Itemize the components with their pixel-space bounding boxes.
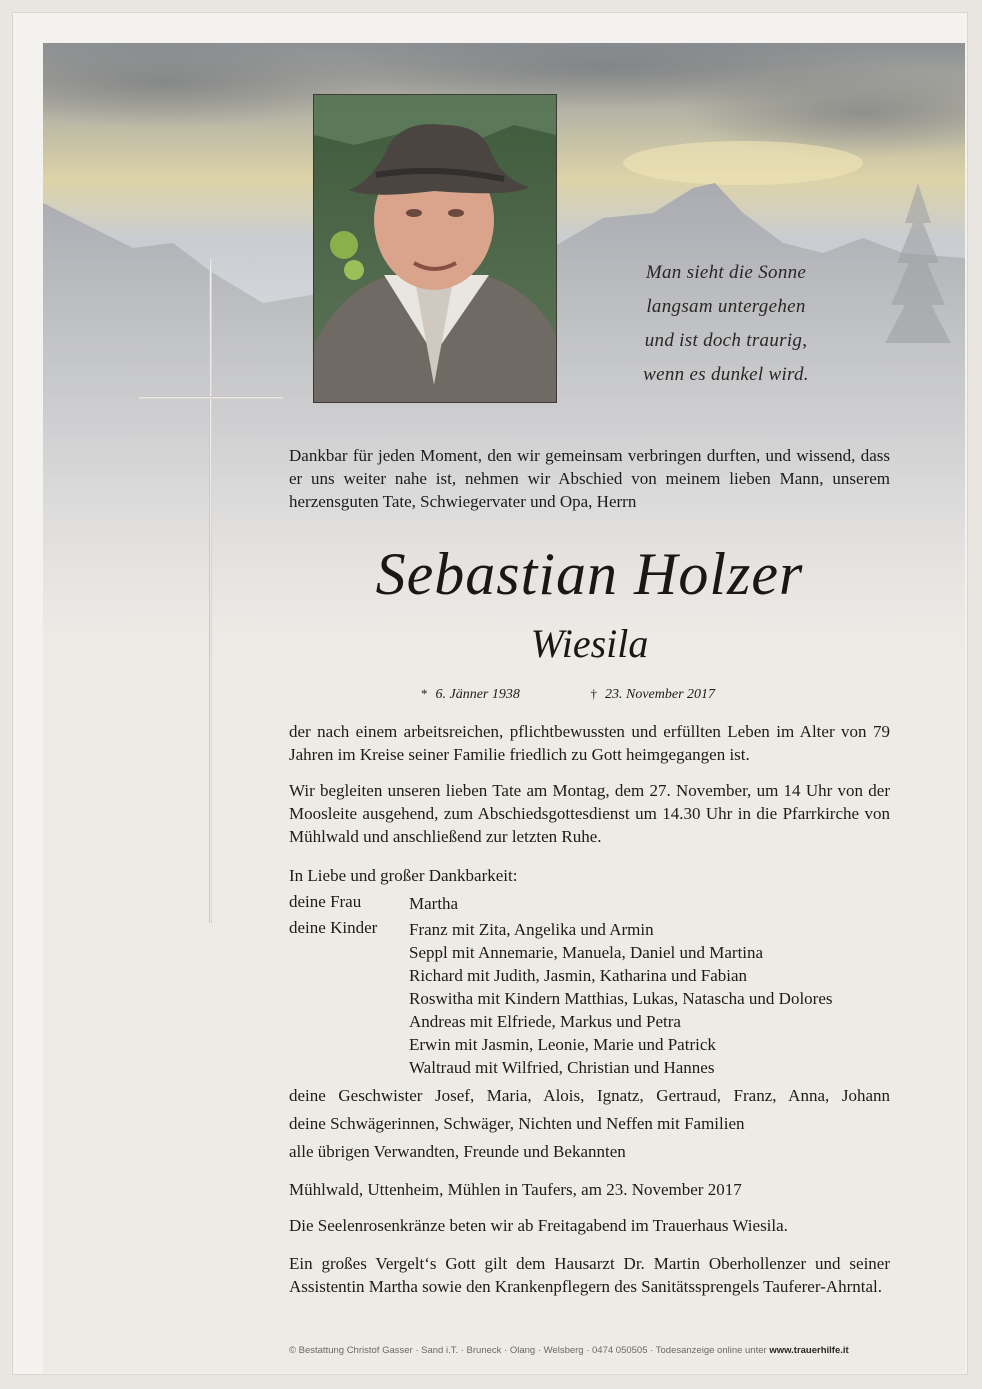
footer [289,1345,901,1356]
quote-line-1: Man sieht die Sonne [645,262,807,283]
life-text: der nach einem arbeitsreichen, pflichtbewussten und erfüllten Leben im Alter von 79 Jahren im Kreise seiner Familie friedlich zu Gott heimgegangen ist. [289,722,890,764]
deceased-nickname: Wiesila [530,621,649,666]
list-item: Roswitha mit Kindern Matthias, Lukas, Natascha und Dolores [409,989,833,1008]
quote-line-2: langsam untergehen [646,296,806,317]
children-list [409,918,833,1079]
list-item: Andreas mit Elfriede, Markus und Petra [409,1012,681,1031]
children-label: deine Kinder [289,918,378,937]
intro-text: Dankbar für jeden Moment, den wir gemeinsam verbringen durften, und wissend, dass er uns weiter nahe ist, nehmen wir Abschied von meinem lieben Mann, unserem herzensguten Tate, Schwiegervater und Opa, Herrn [289,446,890,511]
list-item: Richard mit Judith, Jasmin, Katharina und Fabian [409,966,748,985]
others-line: alle übrigen Verwandten, Freunde und Bekannten [289,1142,626,1161]
siblings-line: deine Geschwister Josef, Maria, Alois, Ignatz, Gertraud, Franz, Anna, Johann [289,1086,890,1105]
cross-vertical-bar [209,259,212,923]
obituary-page [12,12,968,1375]
funeral-text: Wir begleiten unseren lieben Tate am Montag, dem 27. November, um 14 Uhr von der Moosleite ausgehend, zum Abschiedsgottesdienst um 14.30 Uhr in die Pfarrkirche von Mühlwald und anschließend zur letzten Ruhe. [289,781,890,846]
footer-link[interactable]: www.trauerhilfe.it [769,1345,849,1356]
rosary-text: Die Seelenrosenkränze beten wir ab Freitagabend im Trauerhaus Wiesila. [289,1216,788,1235]
list-item: Franz mit Zita, Angelika und Armin [409,920,654,939]
life-dates [421,684,761,705]
list-item: Erwin mit Jasmin, Leonie, Marie und Patrick [409,1035,716,1054]
death-date: 23. November 2017 [605,687,716,702]
footer-text: © Bestattung Christof Gasser · Sand i.T. · Bruneck · Olang · Welsberg · 0474 050505 · Todesanzeige online unter [289,1345,767,1356]
death-cross-icon: † [590,686,597,701]
quote-line-3: und ist doch traurig, [644,330,808,351]
birth-date: 6. Jänner 1938 [435,687,520,702]
mourners-heading: In Liebe und großer Dankbarkeit: [289,866,518,885]
quote [591,256,861,392]
quote-line-4: wenn es dunkel wird. [643,364,809,385]
birth-star-icon: * [421,686,428,701]
in-laws-line: deine Schwägerinnen, Schwäger, Nichten und Neffen mit Familien [289,1114,745,1133]
thanks-text: Ein großes Vergelt‘s Gott gilt dem Hausarzt Dr. Martin Oberhollenzer und seiner Assistentin Martha sowie den Krankenpflegern des Sanitätssprengels Tauferer-Ahrntal. [289,1254,890,1296]
wife-label: deine Frau [289,892,362,911]
list-item: Seppl mit Annemarie, Manuela, Daniel und Martina [409,943,764,962]
place-date: Mühlwald, Uttenheim, Mühlen in Taufers, am 23. November 2017 [289,1180,742,1199]
wife-name: Martha [409,894,459,913]
cross-horizontal-bar [139,396,283,399]
portrait-photo [313,94,557,403]
list-item: Waltraud mit Wilfried, Christian und Hannes [409,1058,715,1077]
deceased-name: Sebastian Holzer [375,541,804,607]
